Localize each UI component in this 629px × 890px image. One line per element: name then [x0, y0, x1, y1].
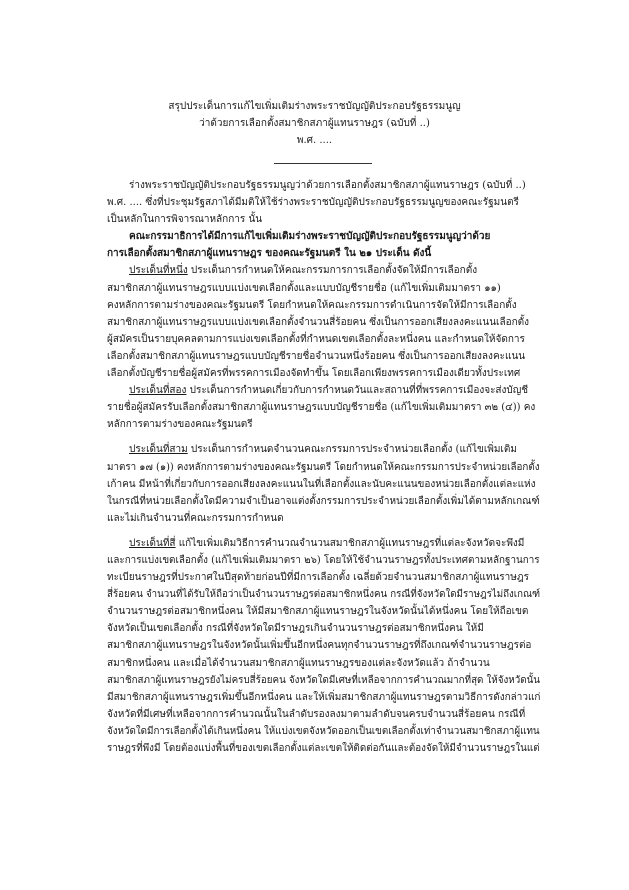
title-line-3: พ.ศ. .... — [296, 135, 333, 146]
intro-line: พ.ศ. .... ซึ่งที่ประชุมรัฐสภาได้มีมติให้ใช้ร่างพระราชบัญญัติประกอบรัฐธรรมนูญของคณะรัฐมนตรี — [107, 197, 519, 209]
paragraph-gap — [0, 433, 629, 441]
issue-3-line: เก้าคน มีหน้าที่เกี่ยวกับการออกเสียงลงคะแนนในที่เลือกตั้งและนับคะแนนของหน่วยเลือกตั้งแต่ละแห่ง — [107, 478, 536, 490]
issue-3-line: มาตรา ๑๗ (๑)) คงหลักการตามร่างของคณะรัฐมนตรี โดยกำหนดให้คณะกรรมการประจำหน่วยเลือกตั้ง — [107, 461, 540, 473]
issue-2-first-line: ประเด็นที่สอง ประเด็นการกำหนดเกี่ยวกับการกำหนดวันและสถานที่ที่พรรคการเมืองจะส่งบัญชี — [129, 385, 529, 397]
issue-1-line: ผู้สมัครเป็นรายบุคคลตามการแบ่งเขตเลือกตั้งที่กำหนดเขตเลือกตั้งละหนึ่งคน และกำหนดให้จัดการ — [107, 333, 525, 345]
issue-4-line: จังหวัดเป็นเขตเลือกตั้ง กรณีที่จังหวัดใดมีราษฎรเกินจำนวนราษฎรต่อสมาชิกหนึ่งคน ให้มี — [107, 623, 484, 635]
paragraph-gap — [0, 527, 629, 535]
section-heading: คณะกรรมาธิการได้มีการแก้ไขเพิ่มเติมร่างพระราชบัญญัติประกอบรัฐธรรมนูญว่าด้วย — [129, 231, 491, 243]
issue-1-label: ประเด็นที่หนึ่ง — [129, 265, 188, 277]
issue-4-line: มีสมาชิกสภาผู้แทนราษฎรเพิ่มขึ้นอีกหนึ่งคน และให้เพิ่มสมาชิกสภาผู้แทนราษฎรตามวิธีการดังกล่าวแก่ — [107, 691, 541, 703]
issue-3-line: และไม่เกินจำนวนที่คณะกรรมการกำหนด — [107, 512, 284, 524]
title-line-1: สรุปประเด็นการแก้ไขเพิ่มเติมร่างพระราชบัญญัติประกอบรัฐธรรมนูญ — [168, 101, 461, 112]
issue-4-line: จังหวัดที่มีเศษที่เหลือจากการคำนวณนั้นในลำดับรองลงมาตามลำดับจนครบจำนวนสี่ร้อยคน กรณีที่ — [107, 708, 526, 720]
issue-1-line: สมาชิกสภาผู้แทนราษฎรแบบแบ่งเขตเลือกตั้งและแบบบัญชีรายชื่อ (แก้ไขเพิ่มเติมมาตรา ๑๑) — [107, 282, 501, 294]
issue-1-first-line: ประเด็นที่หนึ่ง ประเด็นการกำหนดให้คณะกรรมการการเลือกตั้งจัดให้มีการเลือกตั้ง — [129, 265, 478, 277]
issue-4-line: สมาชิกสภาผู้แทนราษฎรในจังหวัดนั้นเพิ่มขึ้นอีกหนึ่งคนทุกจำนวนราษฎรที่ถึงเกณฑ์จำนวนราษฎรต่อ — [107, 640, 532, 652]
issue-2-line: รายชื่อผู้สมัครรับเลือกตั้งสมาชิกสภาผู้แทนราษฎรแบบบัญชีรายชื่อ (แก้ไขเพิ่มเติมมาตรา ๓๒ (๔)) คง — [107, 402, 536, 414]
issue-2-label: ประเด็นที่สอง — [129, 385, 187, 397]
issue-4-line: และการแบ่งเขตเลือกตั้ง (แก้ไขเพิ่มเติมมาตรา ๒๖) โดยให้ใช้จำนวนราษฎรทั้งประเทศตามหลักฐานการ — [107, 554, 540, 566]
issue-3-line: ในกรณีที่หน่วยเลือกตั้งใดมีความจำเป็นอาจแต่งตั้งกรรมการประจำหน่วยเลือกตั้งเพิ่มได้ตามหลักเกณฑ์ — [107, 495, 540, 507]
intro-line: เป็นหลักในการพิจารณาหลักการ นั้น — [107, 214, 263, 226]
document-header — [0, 98, 629, 149]
issue-4-line: ราษฎรที่พึงมี โดยต้องแบ่งพื้นที่ของเขตเลือกตั้งแต่ละเขตให้ติดต่อกันและต้องจัดให้มีจำนวนราษฎรในแต่ — [107, 743, 540, 754]
issue-3-label: ประเด็นที่สาม — [129, 444, 188, 456]
issue-3-first-line: ประเด็นที่สาม ประเด็นการกำหนดจำนวนคณะกรรมการประจำหน่วยเลือกตั้ง (แก้ไขเพิ่มเติม — [129, 444, 517, 456]
title-divider — [274, 163, 372, 164]
issue-4-first-line: ประเด็นที่สี่ แก้ไขเพิ่มเติมวิธีการคำนวณจำนวนสมาชิกสภาผู้แทนราษฎรที่แต่ละจังหวัดจะพึงมี — [129, 537, 525, 549]
issue-1-line: คงหลักการตามร่างของคณะรัฐมนตรี โดยกำหนดให้คณะกรรมการดำเนินการจัดให้มีการเลือกตั้ง — [107, 299, 517, 311]
issue-4-label: ประเด็นที่สี่ — [129, 537, 176, 549]
issue-1-line: เลือกตั้งสมาชิกสภาผู้แทนราษฎรแบบบัญชีรายชื่อจำนวนหนึ่งร้อยคน ซึ่งเป็นการออกเสียงลงคะแนน — [107, 350, 526, 362]
issue-4-line: จังหวัดใดมีการเลือกตั้งได้เกินหนึ่งคน ให้แบ่งเขตจังหวัดออกเป็นเขตเลือกตั้งเท่าจำนวนสมาชิกสภาผู้แทน — [107, 725, 540, 737]
issue-4-line: สมาชิกหนึ่งคน และเมื่อได้จำนวนสมาชิกสภาผู้แทนราษฎรของแต่ละจังหวัดแล้ว ถ้าจำนวน — [107, 657, 490, 669]
issue-4-line: จำนวนราษฎรต่อสมาชิกหนึ่งคน ให้มีสมาชิกสภาผู้แทนราษฎรในจังหวัดนั้นได้หนึ่งคน โดยให้ถือเขต — [107, 606, 529, 618]
issue-2-line: หลักการตามร่างของคณะรัฐมนตรี — [107, 419, 253, 431]
document-body — [0, 177, 629, 757]
issue-4-line: สี่ร้อยคน จำนวนที่ได้รับให้ถือว่าเป็นจำนวนราษฎรต่อสมาชิกหนึ่งคน กรณีที่จังหวัดใดมีราษฎรไม่ถึงเกณฑ์ — [107, 589, 541, 601]
section-heading: การเลือกตั้งสมาชิกสภาผู้แทนราษฎร ของคณะรัฐมนตรี ใน ๒๑ ประเด็น ดังนี้ — [107, 248, 432, 260]
intro-line: ร่างพระราชบัญญัติประกอบรัฐธรรมนูญว่าด้วยการเลือกตั้งสมาชิกสภาผู้แทนราษฎร (ฉบับที่ ..) — [129, 180, 526, 191]
issue-4-line: สมาชิกสภาผู้แทนราษฎรยังไม่ครบสี่ร้อยคน จังหวัดใดมีเศษที่เหลือจากการคำนวณมากที่สุด ให้จังหวัดนั้น — [107, 674, 541, 686]
issue-1-line: เลือกตั้งบัญชีรายชื่อผู้สมัครที่พรรคการเมืองจัดทำขึ้น โดยเลือกเพียงพรรคการเมืองเดียวทั้งประเทศ — [107, 368, 521, 380]
title-line-2: ว่าด้วยการเลือกตั้งสมาชิกสภาผู้แทนราษฎร (ฉบับที่ ..) — [199, 118, 430, 129]
issue-1-line: สมาชิกสภาผู้แทนราษฎรแบบแบ่งเขตเลือกตั้งจำนวนสี่ร้อยคน ซึ่งเป็นการออกเสียงลงคะแนนเลือกตั้ง — [107, 316, 530, 328]
issue-4-line: ทะเบียนราษฎรที่ประกาศในปีสุดท้ายก่อนปีที่มีการเลือกตั้ง เฉลี่ยด้วยจำนวนสมาชิกสภาผู้แทนราษฎร — [107, 572, 529, 584]
